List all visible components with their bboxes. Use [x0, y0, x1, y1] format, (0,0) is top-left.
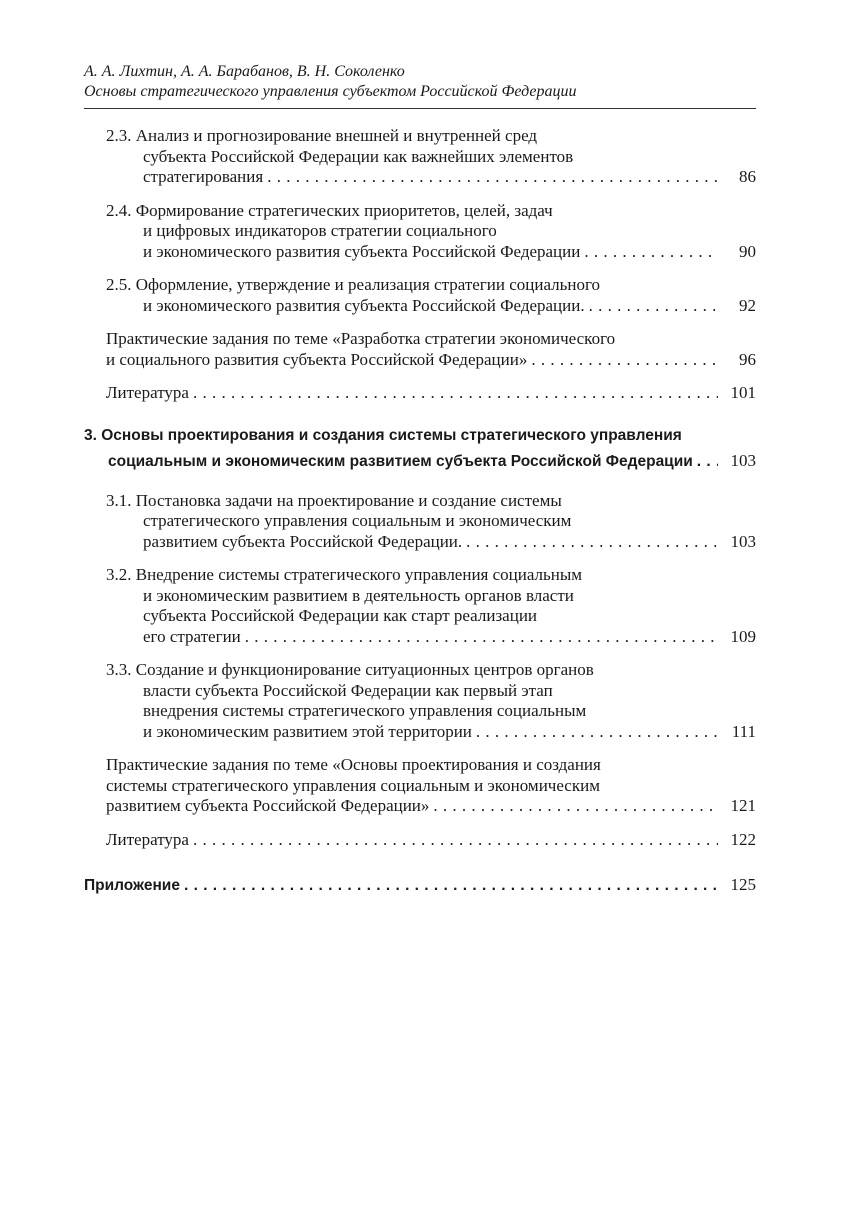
toc-page-number: 103 [730, 531, 756, 551]
dot-leader [193, 830, 718, 851]
toc-page-number: 121 [730, 796, 756, 815]
toc-page-number: 103 [730, 450, 756, 470]
toc-entry-line: Литература [106, 829, 189, 849]
dot-leader [184, 876, 718, 897]
toc-entry-line: развитием субъекта Российской Федерации. [143, 531, 463, 551]
toc-page-number: 101 [730, 383, 756, 402]
toc-entry-line: и экономическим развитием этой территории [143, 721, 472, 741]
toc-entry-line: власти субъекта Российской Федерации как первый этап [143, 680, 553, 700]
dot-leader [531, 350, 718, 371]
toc-page-number: 125 [730, 875, 756, 894]
toc-entry[interactable] [84, 329, 756, 370]
toc-entry-line: 3.1. Постановка задачи на проектирование и создание системы [106, 490, 562, 510]
toc-entry-line: 3. Основы проектирования и создания системы стратегического управления [84, 426, 682, 444]
header-book-title: Основы стратегического управления субъектом Российской Федерации [84, 83, 577, 100]
table-of-contents [84, 124, 756, 897]
toc-entry[interactable] [84, 126, 756, 188]
toc-entry-line: и экономического развития субъекта Российской Федерации. [143, 295, 585, 315]
toc-entry[interactable] [84, 755, 756, 817]
dot-leader [697, 449, 718, 474]
toc-appendix-entry[interactable] [84, 875, 756, 897]
dot-leader [267, 167, 718, 188]
toc-entry[interactable] [84, 830, 756, 851]
toc-page-number: 109 [730, 626, 756, 646]
toc-entry-line: 2.3. Анализ и прогнозирование внешней и внутренней сред [106, 126, 538, 145]
toc-entry-line: 2.4. Формирование стратегических приоритетов, целей, задач [106, 200, 553, 220]
dot-leader [433, 796, 718, 817]
toc-entry[interactable] [84, 201, 756, 263]
toc-entry[interactable] [84, 660, 756, 742]
toc-entry-line: и социального развития субъекта Российской Федерации» [106, 349, 528, 369]
dot-leader [466, 532, 718, 553]
toc-entry-line: Практические задания по теме «Разработка стратегии экономического [106, 329, 616, 348]
toc-entry-line: Литература [106, 383, 189, 402]
toc-entry-line: и экономическим развитием в деятельность органов власти [143, 585, 574, 605]
toc-entry-line: и цифровых индикаторов стратегии социального [143, 221, 497, 240]
toc-entry-line: его стратегии [143, 626, 241, 646]
toc-entry-line: и экономического развития субъекта Российской Федерации [143, 241, 581, 261]
toc-entry[interactable] [84, 491, 756, 553]
toc-entry-line: 2.5. Оформление, утверждение и реализация стратегии социального [106, 275, 601, 294]
toc-entry-line: 3.2. Внедрение системы стратегического управления социальным [106, 565, 583, 584]
toc-entry-line: стратегирования [143, 167, 264, 186]
toc-entry-line: стратегического управления социальным и экономическим [143, 511, 572, 530]
toc-page-number: 90 [739, 241, 756, 261]
dot-leader [245, 627, 718, 648]
dot-leader [193, 383, 718, 404]
toc-entry-line: субъекта Российской Федерации как старт реализации [143, 606, 538, 625]
toc-entry-line: системы стратегического управления социальным и экономическим [106, 775, 600, 795]
toc-page-number: 92 [739, 295, 756, 315]
toc-page-number: 86 [739, 167, 756, 186]
dot-leader [476, 722, 718, 743]
toc-entry-line: развитием субъекта Российской Федерации» [106, 796, 430, 815]
toc-entry-line: внедрения системы стратегического управления социальным [143, 701, 587, 720]
toc-entry-line: Приложение [84, 877, 180, 894]
dot-leader [589, 296, 718, 317]
toc-entry-line: 3.3. Создание и функционирование ситуационных центров органов [106, 660, 594, 679]
toc-entry[interactable] [84, 565, 756, 647]
toc-chapter-entry[interactable] [84, 423, 756, 474]
dot-leader [584, 242, 718, 263]
toc-page-number: 122 [730, 829, 756, 849]
toc-entry-line: Практические задания по теме «Основы проектирования и создания [106, 755, 601, 774]
toc-entry-line: субъекта Российской Федерации как важнейших элементов [143, 146, 574, 166]
toc-page-number: 111 [731, 721, 756, 741]
header-authors: А. А. Лихтин, А. А. Барабанов, В. Н. Соколенко [84, 63, 405, 80]
running-header [84, 62, 756, 109]
toc-entry[interactable] [84, 383, 756, 404]
toc-page-number: 96 [739, 349, 756, 369]
toc-entry[interactable] [84, 275, 756, 316]
toc-entry-line: социальным и экономическим развитием субъекта Российской Федерации [108, 452, 693, 470]
